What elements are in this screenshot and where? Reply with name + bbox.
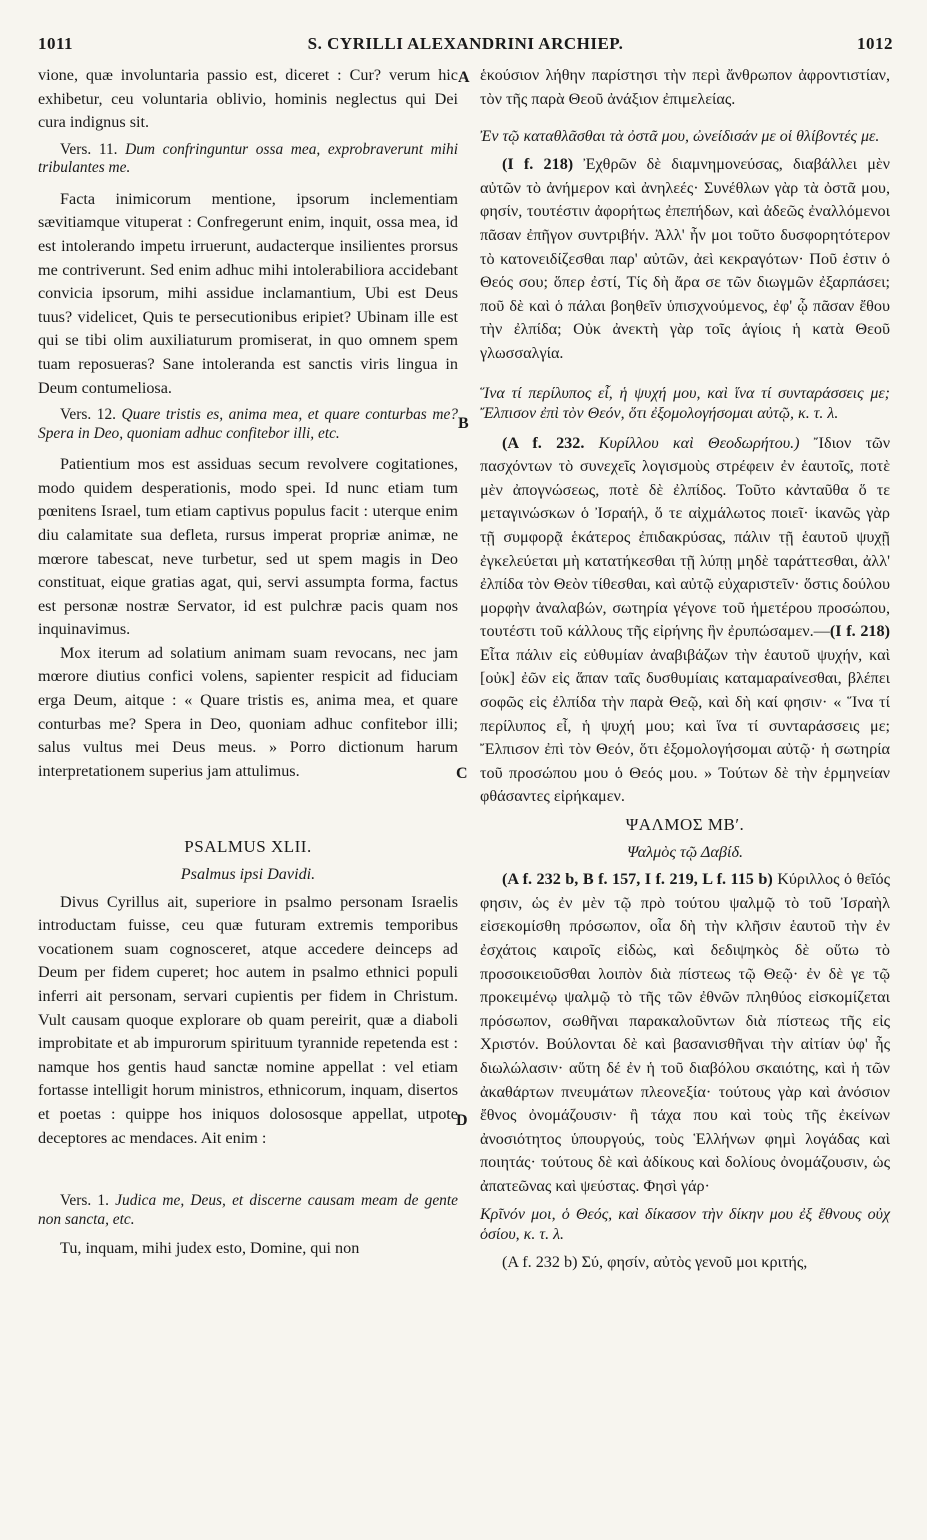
left-page-number: 1011	[38, 34, 74, 53]
latin-column	[38, 64, 458, 1261]
verse-label: Vers. 1.	[60, 1192, 109, 1210]
psalm-subtitle: Psalmus ipsi Davidi.	[180, 865, 316, 884]
verse-label: Vers. 12.	[60, 406, 116, 424]
paragraph-text: Ἴδιον τῶν πασχόντων τὸ συνεχεῖς λογισμοὺς στρέφειν ἐν ἑαυτοῖς, ποτὲ μὲν ἀπογνώσεως, ποτὲ δὲ ἐλπίδος. Τοῦτο κἀνταῦθα ὅ τε μεταγινώσκων ὁ Ἰσραήλ, ὅ τε αἰχμάλωτος ποιεῖ· ἱκανῶς γὰρ τῇ συμφορᾷ ἑκάτερος ἐπιδακρύσας, πάλιν τῇ ἑαυτοῦ ψυχῇ ἐγκελεύεται μὴ κατατήκεσθαι τῇ λύπῃ μηδὲ ταράττεσθαι, ἀλλ' ἐλπίδα τὸν Θεὸν τίθεσθαι, καὶ αὐτῷ εὐχαριστεῖν· ὅστις δούλου μορφὴν ἀναλαβών, σωτηρία γέγονε τοῦ ἡμετέρου προσώπου, τουτέστι τοῦ κάλλους τῆς εἰρήνης ἣν ἐρυπώσαμεν.—	[480, 433, 891, 641]
page-header	[38, 34, 893, 58]
greek-column	[480, 64, 890, 1274]
greek-paragraph	[480, 868, 890, 1198]
latin-paragraph: Facta inimicorum mentione, ipsorum inclementiam sævitiamque vituperat : Confregerunt enim, inquit, ossa mea, id est intolerando impetu irruerunt, audacterque insilientes prorsus me contriverunt. Sed enim adhuc mihi intolerabiliora accidebant convicia ipsorum, mihi assidue inclamantium, Ubi est Deus tuus? videlicet, Quis te persecutionibus eripiet? Ubinam ille est qui se tibi olim auxiliaturum promiserat, in quo omnem spem tuam reposueras? Sane intoleranda est sanctis viris lingua in Deum contumeliosa.	[38, 189, 458, 397]
paragraph-text: Ἐχθρῶν δὲ διαμνημονεύσας, διαβάλλει μὲν αὐτῶν τὸ ἀνήμερον καὶ ἀνηλεές· Συνέθλων γὰρ τὰ ὀστᾶ μου, φησίν, τουτέστιν ἀφορήτως ἐπεπήδων, καὶ ἀδεῶς ἐναλλόμενοι πᾶσαν ἐπῆγον συντριβήν. Ἀλλ' ἦν μοι τοῦτο δυσφορητότερον τὸ κατονειδίζεσθαι παρ' αὐτῶν, ἀεὶ κεκραγότων· Ποῦ ἐστιν ὁ Θεός σου; ὅπερ ἐστί, Τίς δὴ ἄρα σε τῶν διωγμῶν ἐξαρπάσει; ποῦ δὲ καὶ ὁ πάλαι βοηθεῖν ὑπισχνούμενος, ἐφ' ᾧ πᾶσαν ἔθου τὴν ἐλπίδα; Οὐκ ἀνεκτὴ γὰρ τοῖς ἁγίοις ἡ κατὰ Θεοῦ γλωσσαλγία.	[480, 155, 890, 362]
margin-letter-b: B	[458, 415, 469, 432]
latin-paragraph: Mox iterum ad solatium animam suam revocans, nec jam mœrore diutius confici volens, sapienter respicit ad fiduciam erga Deum, aitque : « Quare tristis es, anima mea, et quare conturbas me? Spera in Deo, quoniam adhuc confitebor illi; salus vultus mei Deus meus. » Porro dictionum harum interpretationem superius jam attulimus.	[38, 643, 458, 780]
manuscript-ref: (A f. 232 b, B f. 157, I f. 219, L f. 115 b)	[502, 870, 773, 889]
paragraph-text: Εἶτα πάλιν εἰς εὐθυμίαν ἀναβιβάζων τὴν ἑαυτοῦ ψυχήν, καὶ [οὐκ] ἐῶν εἰς ἅπαν ταῖς δυσθυμίαις καταμαραίνεσθαι, βλέπει σοφῶς εἰς ἐλπίδα τὴν παρὰ Θεῷ, καὶ δὴ καί φησιν· « Ἵνα τί περίλυπος εἶ, ἡ ψυχή μου; καὶ ἵνα τί συνταράσσεις με; Ἔλπισον ἐπὶ τὸν Θεόν, ὅτι ἐξομολογήσομαι αὐτῷ· ἡ σωτηρία τοῦ προσώπου μου ὁ Θεός μου. » Τούτων δὲ τὴν ἑρμηνείαν φθάσαντες εἰρήκαμεν.	[480, 645, 890, 806]
psalm-title: PSALMUS XLII.	[184, 837, 312, 857]
latin-paragraph: Divus Cyrillus ait, superiore in psalmo personam Israelis introductam fuisse, ceu quæ futuram extremis temporibus vocationem suam cognosceret, atque accedere deinceps ad Deum per fidem cuperet; hoc autem in psalmo ethnici populi inferri ait personam, servari cupientis per fidem in Christum. Vult causam quoque explorare ob quam pereirit, quæ a diaboli improbitate et ab impurorum spirituum tyrannide repetenda est : namque hos gentis haud sanctæ nomine appellat : vel etiam fortasse intelligit horum ministros, ethnicorum, inquam, disertos et poetas : quippe hos iniquos dolososque appellat, utpote deceptores ac mendaces. Ait enim :	[38, 892, 458, 1147]
greek-verse-1: Κρῖνόν μοι, ὁ Θεός, καὶ δίκασον τὴν δίκην μου ἐξ ἔθνους οὐχ ὁσίου, κ. τ. λ.	[480, 1205, 890, 1243]
greek-verse-12: Ἵνα τί περίλυπος εἶ, ἡ ψυχή μου, καὶ ἵνα τί συνταράσσεις με; Ἔλπισον ἐπὶ τὸν Θεόν, ὅτι ἐξομολογήσομαι αὐτῷ, κ. τ. λ.	[480, 384, 890, 422]
margin-letter-a: A	[458, 69, 470, 86]
latin-paragraph: vione, quæ involuntaria passio est, diceret : Cur? verum hic exhibetur, ceu voluntaria oblivio, hominis neglectus qui Dei cura indignus sit.	[38, 66, 458, 132]
greek-paragraph: ἑκούσιον λήθην παρίστησι τὴν περὶ ἄνθρωπον ἀφροντιστίαν, τὸν τῆς παρὰ Θεοῦ ἀνάξιον ἐπιμελείας.	[480, 66, 890, 108]
paragraph-text: Κύριλλος ὁ θεῖός φησιν, ὡς ἐν μὲν τῷ πρὸ τούτου ψαλμῷ τὸ τοῦ Ἰσραὴλ εἰσεκομίσθη πρόσωπον, οἷα δὴ τὴν κλῆσιν ἑαυτοῦ τὴν ἐν ἐσχάτοις καιροῖς εἰδὼς, καὶ δεδιψηκὸς δὲ οὕτω τὸ προσοικειοῦσθαι λοιπὸν διὰ πίστεως τῷ Θεῷ· ἐν δὲ γε τῷ προκειμένῳ ψαλμῷ τὸ τῆς τῶν ἐθνῶν πληθύος εἰσκομίζεται πρόσωπον, σωθῆναι παρακαλοῦντων διὰ πίστεως τῆς εἰς Χριστόν. Βούλονται δὲ καὶ βασανισθῆναι τὴν αἰτίαν ὑφ' ἧς διωλώλασιν· αὕτη δέ ἐν ἡ τοῦ διαβόλου σκαιότης, καὶ ἡ τῶν ἀκαθάρτων πνευμάτων πλεονεξία· τούτους γὰρ καὶ ἀνόσιον ἔθνος ὀνομάζουσιν· ἢ τάχα που καὶ τοὺς τῆς ἐκείνων ἀνοσιότητος ὑπουργούς, τοὺς Ἑλλήνων φημὶ λογάδας καὶ ποιητάς· τούτους δὲ καὶ ἀδίκους καὶ δολίους ὀνομάζουσιν, ὡς ἀπατεῶνας καὶ ψεύστας. Φησὶ γάρ·	[480, 870, 890, 1195]
latin-paragraph: Patientium mos est assiduas secum revolvere cogitationes, modo quidem desperationis, modo spei. Id nunc etiam tum pœnitens Israel, tum etiam captivus populus facit : uterque enim diu calamitate sua defleta, rursus imperat propriæ animæ, ne mœrore tabescat, neve turbetur, sed ut spem magis in Deo constituat, eique gratias agat, qui, servi assumpta forma, factus est personæ nostræ Servator, id est pulchræ pacis quam nos inquinavimus.	[38, 455, 458, 639]
greek-psalm-subtitle: Ψαλμὸς τῷ Δαβίδ.	[626, 842, 744, 861]
verse-label: Vers. 11.	[60, 140, 118, 158]
verse-1	[38, 1192, 458, 1229]
verse-12	[38, 406, 458, 443]
manuscript-ref: (I f. 218)	[502, 155, 574, 174]
greek-paragraph	[480, 432, 890, 810]
authors-note: Κυρίλλου καὶ Θεοδωρήτου.)	[598, 433, 800, 452]
right-page-number: 1012	[857, 34, 893, 53]
greek-paragraph: (A f. 232 b) Σύ, φησίν, αὐτὸς γενοῦ μοι κριτής,	[502, 1252, 808, 1271]
running-title: S. CYRILLI ALEXANDRINI ARCHIEP.	[307, 34, 624, 53]
verse-text: Judica me, Deus, et discerne causam meam de gente non sancta, etc.	[38, 1192, 458, 1228]
manuscript-ref: (I f. 218)	[829, 622, 890, 641]
manuscript-ref: (A f. 232.	[502, 433, 585, 452]
latin-paragraph: Tu, inquam, mihi judex esto, Domine, qui non	[60, 1239, 360, 1258]
margin-letter-d: D	[456, 1112, 468, 1129]
margin-letter-c: C	[456, 765, 468, 782]
verse-text: Dum confringuntur ossa mea, exprobraverunt mihi tribulantes me.	[38, 140, 458, 177]
greek-psalm-title: ΨΑΛΜΟΣ ΜΒʹ.	[625, 815, 745, 835]
greek-paragraph	[480, 153, 890, 365]
verse-text: Quare tristis es, anima mea, et quare conturbas me? Spera in Deo, quoniam adhuc confitebor illi, etc.	[38, 406, 458, 442]
verse-11	[38, 141, 458, 178]
greek-verse-11: Ἐν τῷ καταθλᾶσθαι τὰ ὀστᾶ μου, ὠνείδισάν με οἱ θλίβοντές με.	[480, 128, 880, 146]
